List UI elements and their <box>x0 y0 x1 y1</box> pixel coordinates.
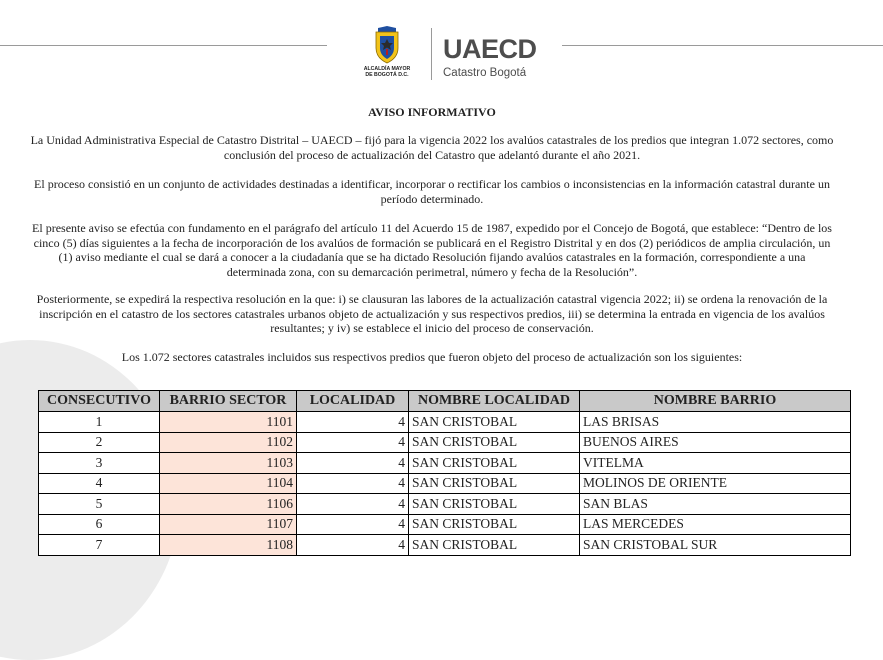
cell-nombre-localidad: SAN CRISTOBAL <box>409 494 580 515</box>
table-row <box>39 453 851 474</box>
cell-localidad: 4 <box>297 432 409 453</box>
cell-localidad: 4 <box>297 412 409 433</box>
paragraph-sector-list-intro: Los 1.072 sectores catastrales incluidos sus respectivos predios que fueron objeto del proceso de actualización son los siguientes: <box>121 350 743 364</box>
table-row <box>39 535 851 556</box>
document-title: AVISO INFORMATIVO <box>368 105 496 119</box>
cell-consecutivo: 3 <box>39 453 160 474</box>
cell-localidad: 4 <box>297 514 409 535</box>
cell-localidad: 4 <box>297 494 409 515</box>
cell-barrio-sector: 1104 <box>160 473 297 494</box>
paragraph-legal-basis: El presente aviso se efectúa con fundamento en el parágrafo del artículo 11 del Acuerdo 15 de 1987, expedido por el Concejo de Bogotá, que establece: “Dentro de los cinco (5) días siguientes a la fecha de incorporación de los avalúos de formación se publicará en el Registro Distrital y en dos (2) periódicos de amplia circulación, un (1) aviso mediante el cual se dará a conocer a la ciudadanía que se ha dictado Resolución fijando avalúos catastrales en la formación, correspondiente a una determinada zona, con su demarcación perimetral, número y fecha de la Resolución”. <box>32 221 832 279</box>
cell-barrio-sector: 1106 <box>160 494 297 515</box>
cell-barrio-sector: 1103 <box>160 453 297 474</box>
column-header-localidad: LOCALIDAD <box>297 391 409 412</box>
cell-localidad: 4 <box>297 453 409 474</box>
column-header-consecutivo: CONSECUTIVO <box>39 391 160 412</box>
cell-nombre-localidad: SAN CRISTOBAL <box>409 535 580 556</box>
cell-consecutivo: 2 <box>39 432 160 453</box>
cell-nombre-barrio: VITELMA <box>580 453 851 474</box>
cell-barrio-sector: 1101 <box>160 412 297 433</box>
cell-nombre-barrio: MOLINOS DE ORIENTE <box>580 473 851 494</box>
cell-consecutivo: 5 <box>39 494 160 515</box>
cell-nombre-localidad: SAN CRISTOBAL <box>409 412 580 433</box>
paragraph-intro: La Unidad Administrativa Especial de Catastro Distrital – UAECD – fijó para la vigencia 2022 los avalúos catastrales de los predios que integran 1.072 sectores, como conclusión del proceso de actualización del Catastro que adelantó durante el año 2021. <box>30 133 834 162</box>
cell-consecutivo: 1 <box>39 412 160 433</box>
cell-consecutivo: 7 <box>39 535 160 556</box>
header-rule-right <box>562 45 883 46</box>
cell-nombre-localidad: SAN CRISTOBAL <box>409 514 580 535</box>
uaecd-logo-text: UAECD <box>443 34 537 64</box>
cell-nombre-localidad: SAN CRISTOBAL <box>409 473 580 494</box>
logo-divider <box>431 28 432 80</box>
table-header-row <box>39 391 851 412</box>
cell-nombre-barrio: SAN BLAS <box>580 494 851 515</box>
table-row <box>39 494 851 515</box>
column-header-nombre-localidad: NOMBRE LOCALIDAD <box>409 391 580 412</box>
uaecd-logo-subtitle: Catastro Bogotá <box>443 67 527 79</box>
cell-localidad: 4 <box>297 535 409 556</box>
bogota-coat-of-arms-icon <box>374 26 400 64</box>
cell-nombre-barrio: SAN CRISTOBAL SUR <box>580 535 851 556</box>
paragraph-process: El proceso consistió en un conjunto de actividades destinadas a identificar, incorporar o rectificar los cambios o inconsistencias en la información catastral durante un período determinado. <box>34 177 830 206</box>
alcaldia-caption-line2: DE BOGOTÁ D.C. <box>365 72 409 78</box>
cell-barrio-sector: 1102 <box>160 432 297 453</box>
cell-nombre-barrio: LAS BRISAS <box>580 412 851 433</box>
table-row <box>39 412 851 433</box>
table-row <box>39 432 851 453</box>
alcaldia-logo <box>358 26 416 84</box>
cell-localidad: 4 <box>297 473 409 494</box>
table-row <box>39 473 851 494</box>
cell-nombre-localidad: SAN CRISTOBAL <box>409 432 580 453</box>
cell-barrio-sector: 1107 <box>160 514 297 535</box>
cell-nombre-barrio: BUENOS AIRES <box>580 432 851 453</box>
cell-consecutivo: 6 <box>39 514 160 535</box>
cell-barrio-sector: 1108 <box>160 535 297 556</box>
header-rule-left <box>0 45 327 46</box>
table-row <box>39 514 851 535</box>
sectors-table <box>38 390 851 556</box>
column-header-barrio-sector: BARRIO SECTOR <box>160 391 297 412</box>
column-header-nombre-barrio: NOMBRE BARRIO <box>580 391 851 412</box>
paragraph-resolution: Posteriormente, se expedirá la respectiva resolución en la que: i) se clausuran las labores de la actualización catastral vigencia 2022; ii) se ordena la renovación de la inscripción en el catastro de los sectores catastrales urbanos objeto de actualización y sus respectivos predios, iii) se determina la entrada en vigencia de los avalúos resultantes; y iv) se establece el inicio del proceso de conservación. <box>36 292 828 336</box>
alcaldia-caption-line1: ALCALDÍA MAYOR <box>363 66 411 72</box>
cell-consecutivo: 4 <box>39 473 160 494</box>
cell-nombre-barrio: LAS MERCEDES <box>580 514 851 535</box>
cell-nombre-localidad: SAN CRISTOBAL <box>409 453 580 474</box>
